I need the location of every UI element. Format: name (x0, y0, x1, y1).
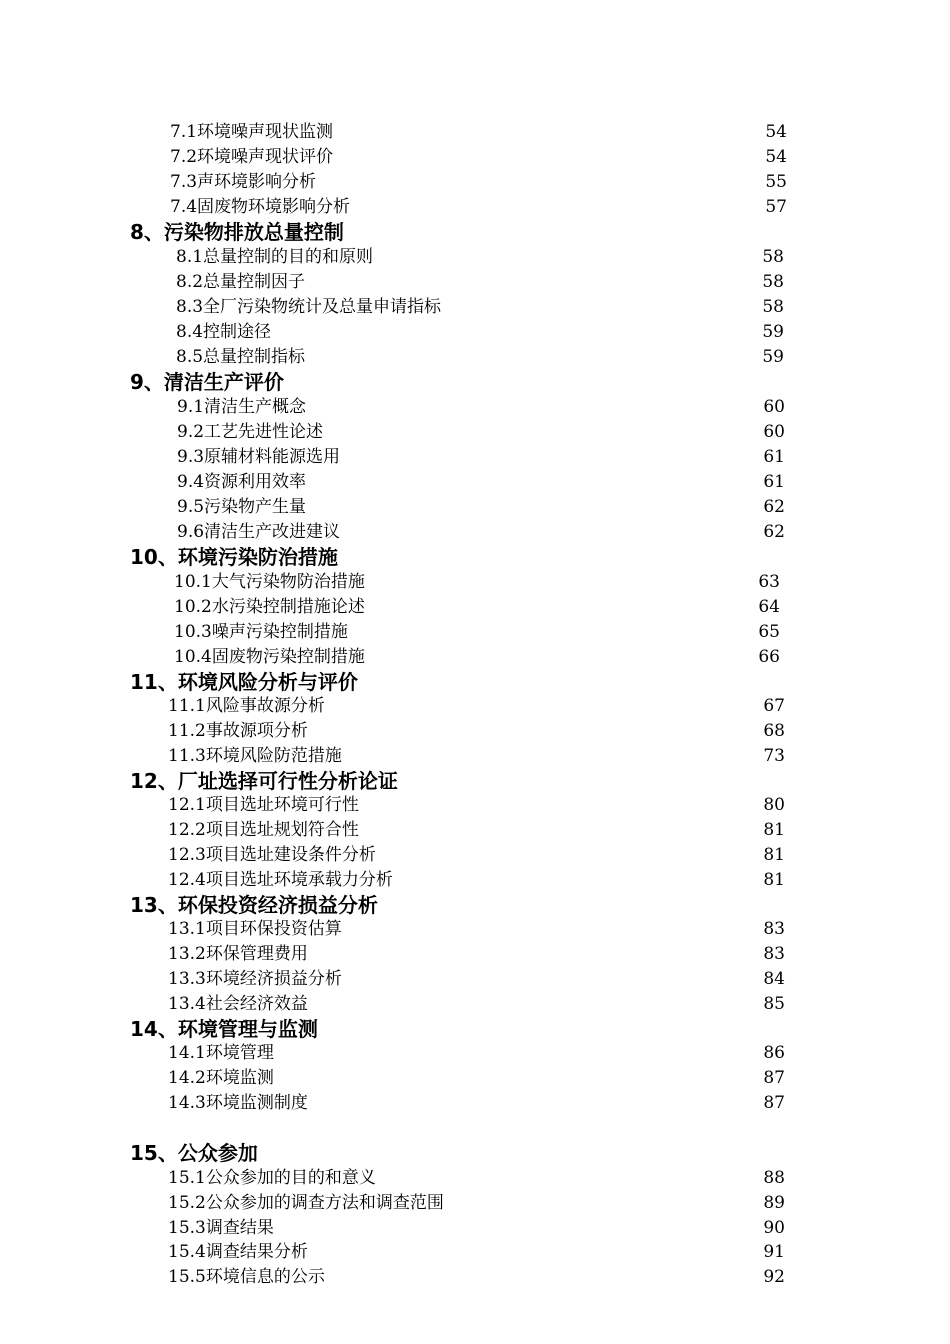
toc-entry-page: 92 (763, 1267, 785, 1287)
toc-entry (0, 1066, 950, 1090)
toc-entry (0, 843, 950, 867)
toc-entry (0, 818, 950, 842)
toc-chapter-heading (0, 893, 950, 917)
toc-entry-page: 58 (762, 272, 784, 292)
toc-entry-page: 81 (763, 820, 785, 840)
toc-entry-page: 83 (763, 944, 785, 964)
toc-entry-label: 8.4控制途径 (176, 322, 272, 342)
toc-entry (0, 195, 950, 219)
toc-entry-page: 90 (763, 1218, 785, 1238)
toc-entry (0, 120, 950, 144)
toc-entry-page: 88 (763, 1168, 785, 1188)
toc-chapter-heading (0, 1017, 950, 1041)
toc-entry-page: 59 (762, 347, 784, 367)
toc-entry-page: 62 (763, 522, 785, 542)
toc-entry-label: 13.2环保管理费用 (168, 944, 308, 964)
toc-chapter-heading (0, 545, 950, 569)
toc-entry-label: 11.2事故源项分析 (168, 721, 308, 741)
toc-entry (0, 145, 950, 169)
toc-entry (0, 967, 950, 991)
toc-entry-label: 13.4社会经济效益 (168, 994, 308, 1014)
toc-entry (0, 868, 950, 892)
toc-entry (0, 1240, 950, 1264)
toc-entry-page: 73 (763, 746, 785, 766)
toc-entry-page: 67 (763, 696, 785, 716)
toc-entry-page: 68 (763, 721, 785, 741)
toc-entry (0, 420, 950, 444)
toc-entry-page: 80 (763, 795, 785, 815)
toc-entry (0, 1191, 950, 1215)
toc-entry (0, 1265, 950, 1289)
toc-entry-page: 84 (763, 969, 785, 989)
toc-entry (0, 917, 950, 941)
toc-entry (0, 1216, 950, 1240)
toc-entry (0, 495, 950, 519)
toc-chapter-title: 11、环境风险分析与评价 (130, 670, 358, 694)
toc-entry (0, 470, 950, 494)
toc-entry-page: 62 (763, 497, 785, 517)
toc-entry-label: 14.2环境监测 (168, 1068, 274, 1088)
toc-entry-page: 64 (758, 597, 780, 617)
toc-chapter-title: 9、清洁生产评价 (130, 370, 284, 394)
toc-entry-label: 11.3环境风险防范措施 (168, 746, 342, 766)
toc-entry-page: 91 (763, 1242, 785, 1262)
toc-entry (0, 620, 950, 644)
toc-entry (0, 520, 950, 544)
toc-entry (0, 345, 950, 369)
toc-entry-label: 14.1环境管理 (168, 1043, 274, 1063)
toc-entry (0, 320, 950, 344)
toc-entry (0, 270, 950, 294)
toc-chapter-title: 10、环境污染防治措施 (130, 545, 338, 569)
toc-entry-label: 9.1清洁生产概念 (177, 397, 307, 417)
toc-entry (0, 595, 950, 619)
toc-entry-page: 55 (765, 172, 787, 192)
toc-entry (0, 744, 950, 768)
toc-entry-label: 15.4调查结果分析 (168, 1242, 308, 1262)
toc-entry-label: 8.2总量控制因子 (176, 272, 306, 292)
toc-entry-label: 9.2工艺先进性论述 (177, 422, 324, 442)
toc-entry-page: 81 (763, 845, 785, 865)
toc-entry-label: 14.3环境监测制度 (168, 1093, 308, 1113)
toc-entry-label: 7.3声环境影响分析 (170, 172, 317, 192)
toc-chapter-heading (0, 220, 950, 244)
toc-chapter-heading (0, 370, 950, 394)
toc-entry (0, 395, 950, 419)
toc-entry-label: 9.5污染物产生量 (177, 497, 307, 517)
toc-entry-label: 12.3项目选址建设条件分析 (168, 845, 376, 865)
toc-entry-page: 85 (763, 994, 785, 1014)
toc-entry-page: 57 (765, 197, 787, 217)
toc-entry-label: 12.2项目选址规划符合性 (168, 820, 359, 840)
toc-entry (0, 170, 950, 194)
toc-entry (0, 445, 950, 469)
toc-entry-label: 8.1总量控制的目的和原则 (176, 247, 374, 267)
toc-entry-page: 59 (762, 322, 784, 342)
toc-entry-label: 10.1大气污染物防治措施 (174, 572, 365, 592)
toc-entry-label: 7.4固废物环境影响分析 (170, 197, 351, 217)
toc-entry-label: 15.1公众参加的目的和意义 (168, 1168, 376, 1188)
toc-entry-page: 87 (763, 1068, 785, 1088)
toc-entry-label: 13.3环境经济损益分析 (168, 969, 342, 989)
toc-entry (0, 1041, 950, 1065)
toc-entry (0, 992, 950, 1016)
toc-entry-page: 60 (763, 397, 785, 417)
toc-entry-page: 87 (763, 1093, 785, 1113)
toc-entry-label: 12.4项目选址环境承载力分析 (168, 870, 393, 890)
toc-entry (0, 570, 950, 594)
toc-entry-page: 65 (758, 622, 780, 642)
toc-entry-page: 63 (758, 572, 780, 592)
toc-entry-page: 86 (763, 1043, 785, 1063)
toc-entry-page: 54 (765, 122, 787, 142)
toc-entry-label: 15.3调查结果 (168, 1218, 274, 1238)
toc-entry-label: 10.4固废物污染控制措施 (174, 647, 365, 667)
toc-entry (0, 942, 950, 966)
toc-chapter-title: 13、环保投资经济损益分析 (130, 893, 378, 917)
toc-entry (0, 793, 950, 817)
toc-entry-label: 13.1项目环保投资估算 (168, 919, 342, 939)
toc-entry-label: 10.3噪声污染控制措施 (174, 622, 348, 642)
toc-entry-label: 9.4资源利用效率 (177, 472, 307, 492)
toc-entry-page: 89 (763, 1193, 785, 1213)
toc-entry (0, 295, 950, 319)
toc-entry-page: 61 (763, 447, 785, 467)
toc-entry-label: 10.2水污染控制措施论述 (174, 597, 365, 617)
toc-entry-page: 58 (762, 297, 784, 317)
toc-entry-label: 9.3原辅材料能源选用 (177, 447, 341, 467)
toc-chapter-title: 15、公众参加 (130, 1141, 258, 1165)
toc-entry (0, 645, 950, 669)
toc-entry-page: 58 (762, 247, 784, 267)
toc-entry (0, 1091, 950, 1115)
toc-chapter-title: 12、厂址选择可行性分析论证 (130, 769, 398, 793)
toc-entry (0, 719, 950, 743)
toc-entry-label: 9.6清洁生产改进建议 (177, 522, 341, 542)
toc-entry-label: 12.1项目选址环境可行性 (168, 795, 359, 815)
toc-entry-page: 83 (763, 919, 785, 939)
toc-entry (0, 245, 950, 269)
toc-chapter-title: 8、污染物排放总量控制 (130, 220, 344, 244)
toc-entry (0, 694, 950, 718)
toc-entry-label: 15.2公众参加的调查方法和调查范围 (168, 1193, 444, 1213)
toc-entry (0, 1166, 950, 1190)
toc-entry-page: 81 (763, 870, 785, 890)
toc-entry-label: 7.1环境噪声现状监测 (170, 122, 334, 142)
toc-entry-page: 66 (758, 647, 780, 667)
toc-chapter-heading (0, 769, 950, 793)
toc-chapter-heading (0, 670, 950, 694)
toc-entry-label: 8.3全厂污染物统计及总量申请指标 (176, 297, 442, 317)
toc-chapter-heading (0, 1141, 950, 1165)
toc-entry-page: 61 (763, 472, 785, 492)
toc-entry-page: 60 (763, 422, 785, 442)
toc-entry-label: 11.1风险事故源分析 (168, 696, 325, 716)
toc-entry-page: 54 (765, 147, 787, 167)
toc-entry-label: 7.2环境噪声现状评价 (170, 147, 334, 167)
toc-chapter-title: 14、环境管理与监测 (130, 1017, 318, 1041)
toc-entry-label: 15.5环境信息的公示 (168, 1267, 325, 1287)
toc-entry-label: 8.5总量控制指标 (176, 347, 306, 367)
